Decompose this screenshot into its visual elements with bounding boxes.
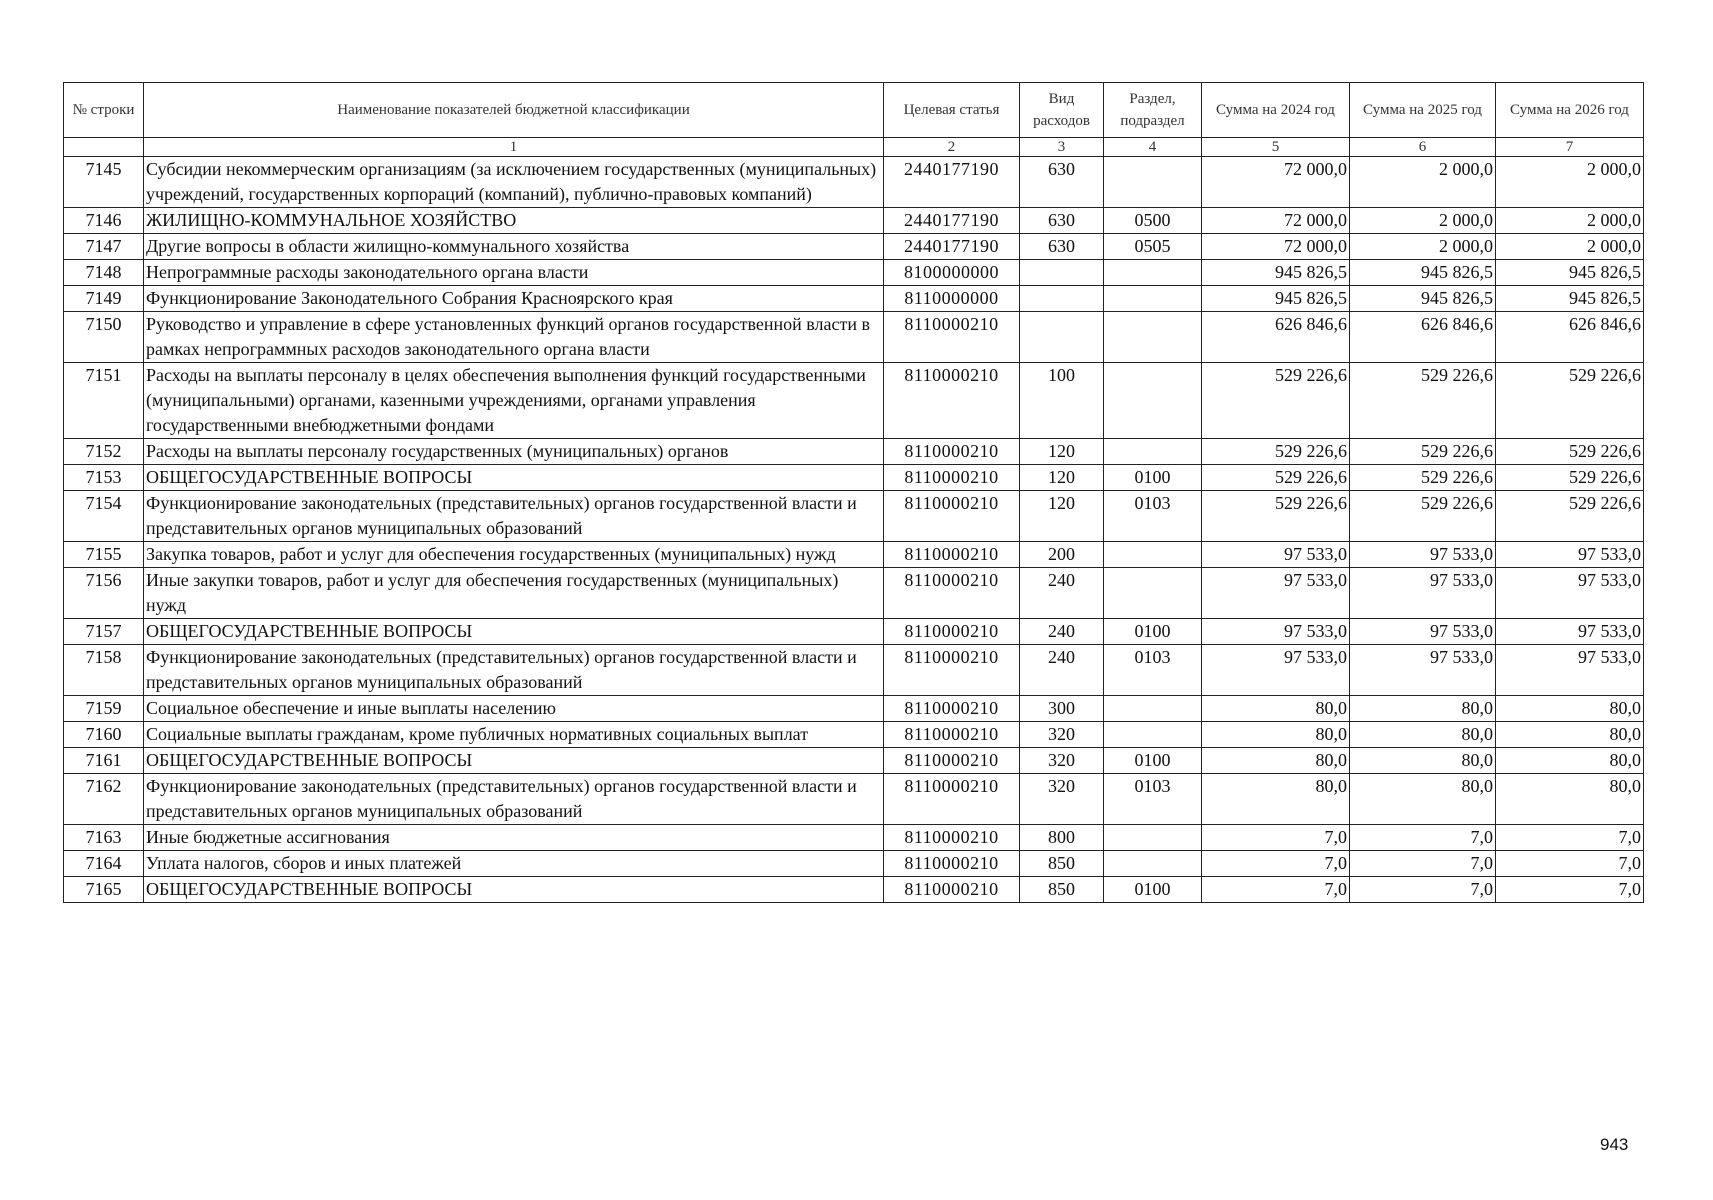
expense-kind-cell: 300 [1020, 696, 1104, 722]
indicator-name-cell: ОБЩЕГОСУДАРСТВЕННЫЕ ВОПРОСЫ [144, 877, 884, 903]
target-article-cell: 8110000210 [884, 568, 1020, 619]
indicator-name-cell: Иные бюджетные ассигнования [144, 825, 884, 851]
column-number: 6 [1350, 138, 1496, 157]
table-row [64, 645, 1644, 696]
expense-kind-cell: 120 [1020, 491, 1104, 542]
sum-2024-cell: 80,0 [1202, 722, 1350, 748]
header-target-article: Целевая статья [884, 83, 1020, 138]
sum-2025-cell: 529 226,6 [1350, 439, 1496, 465]
indicator-name-cell: Другие вопросы в области жилищно-коммунального хозяйства [144, 234, 884, 260]
indicator-name-cell: Социальное обеспечение и иные выплаты населению [144, 696, 884, 722]
sum-2026-cell: 97 533,0 [1496, 542, 1644, 568]
target-article-cell: 2440177190 [884, 234, 1020, 260]
section-cell [1104, 312, 1202, 363]
section-cell [1104, 851, 1202, 877]
sum-2024-cell: 72 000,0 [1202, 208, 1350, 234]
sum-2025-cell: 80,0 [1350, 748, 1496, 774]
section-cell [1104, 722, 1202, 748]
table-row [64, 363, 1644, 439]
column-number: 2 [884, 138, 1020, 157]
sum-2025-cell: 80,0 [1350, 696, 1496, 722]
section-cell [1104, 157, 1202, 208]
section-cell: 0500 [1104, 208, 1202, 234]
sum-2026-cell: 2 000,0 [1496, 208, 1644, 234]
row-number-cell: 7145 [64, 157, 144, 208]
budget-document [63, 82, 1643, 903]
row-number-cell: 7159 [64, 696, 144, 722]
sum-2026-cell: 529 226,6 [1496, 439, 1644, 465]
sum-2026-cell: 626 846,6 [1496, 312, 1644, 363]
column-number: 4 [1104, 138, 1202, 157]
column-number: 1 [144, 138, 884, 157]
section-cell: 0103 [1104, 491, 1202, 542]
sum-2024-cell: 626 846,6 [1202, 312, 1350, 363]
indicator-name-cell: Закупка товаров, работ и услуг для обеспечения государственных (муниципальных) нужд [144, 542, 884, 568]
budget-table [63, 82, 1644, 903]
sum-2026-cell: 97 533,0 [1496, 568, 1644, 619]
sum-2024-cell: 80,0 [1202, 748, 1350, 774]
expense-kind-cell: 320 [1020, 748, 1104, 774]
sum-2024-cell: 80,0 [1202, 696, 1350, 722]
sum-2025-cell: 80,0 [1350, 722, 1496, 748]
table-row [64, 465, 1644, 491]
target-article-cell: 8110000210 [884, 722, 1020, 748]
sum-2026-cell: 529 226,6 [1496, 491, 1644, 542]
table-row [64, 722, 1644, 748]
section-cell: 0100 [1104, 748, 1202, 774]
indicator-name-cell: ОБЩЕГОСУДАРСТВЕННЫЕ ВОПРОСЫ [144, 465, 884, 491]
row-number-cell: 7160 [64, 722, 144, 748]
sum-2025-cell: 626 846,6 [1350, 312, 1496, 363]
header-section: Раздел, подраздел [1104, 83, 1202, 138]
row-number-cell: 7146 [64, 208, 144, 234]
sum-2026-cell: 7,0 [1496, 851, 1644, 877]
column-number: 7 [1496, 138, 1644, 157]
sum-2024-cell: 7,0 [1202, 851, 1350, 877]
sum-2024-cell: 97 533,0 [1202, 542, 1350, 568]
expense-kind-cell: 630 [1020, 208, 1104, 234]
target-article-cell: 8110000210 [884, 645, 1020, 696]
page-number: 943 [1600, 1135, 1629, 1154]
table-row [64, 619, 1644, 645]
table-row [64, 774, 1644, 825]
target-article-cell: 8110000210 [884, 465, 1020, 491]
indicator-name-cell: Расходы на выплаты персоналу в целях обеспечения выполнения функций государственными (муниципальными) органами, казенными учреждениями, органами управления государственными внебюджетными фондами [144, 363, 884, 439]
target-article-cell: 8100000000 [884, 260, 1020, 286]
sum-2024-cell: 945 826,5 [1202, 286, 1350, 312]
sum-2024-cell: 529 226,6 [1202, 491, 1350, 542]
expense-kind-cell: 240 [1020, 619, 1104, 645]
sum-2025-cell: 2 000,0 [1350, 208, 1496, 234]
row-number-cell: 7162 [64, 774, 144, 825]
section-cell: 0103 [1104, 774, 1202, 825]
sum-2025-cell: 7,0 [1350, 877, 1496, 903]
section-cell: 0505 [1104, 234, 1202, 260]
row-number-cell: 7152 [64, 439, 144, 465]
sum-2025-cell: 945 826,5 [1350, 286, 1496, 312]
sum-2025-cell: 945 826,5 [1350, 260, 1496, 286]
row-number-cell: 7164 [64, 851, 144, 877]
indicator-name-cell: Функционирование законодательных (представительных) органов государственной власти и представительных органов муниципальных образований [144, 774, 884, 825]
target-article-cell: 8110000210 [884, 619, 1020, 645]
section-cell [1104, 439, 1202, 465]
section-cell [1104, 260, 1202, 286]
sum-2025-cell: 97 533,0 [1350, 645, 1496, 696]
expense-kind-cell: 320 [1020, 722, 1104, 748]
expense-kind-cell: 120 [1020, 439, 1104, 465]
table-row [64, 260, 1644, 286]
sum-2025-cell: 7,0 [1350, 825, 1496, 851]
row-number-cell: 7155 [64, 542, 144, 568]
sum-2026-cell: 529 226,6 [1496, 363, 1644, 439]
target-article-cell: 8110000210 [884, 696, 1020, 722]
sum-2026-cell: 7,0 [1496, 877, 1644, 903]
column-number [64, 138, 144, 157]
expense-kind-cell [1020, 312, 1104, 363]
table-row [64, 286, 1644, 312]
indicator-name-cell: Иные закупки товаров, работ и услуг для обеспечения государственных (муниципальных) нужд [144, 568, 884, 619]
expense-kind-cell: 240 [1020, 568, 1104, 619]
table-row [64, 208, 1644, 234]
header-sum-2024: Сумма на 2024 год [1202, 83, 1350, 138]
section-cell: 0100 [1104, 877, 1202, 903]
section-cell: 0100 [1104, 465, 1202, 491]
sum-2024-cell: 72 000,0 [1202, 157, 1350, 208]
sum-2026-cell: 80,0 [1496, 696, 1644, 722]
sum-2024-cell: 72 000,0 [1202, 234, 1350, 260]
sum-2025-cell: 2 000,0 [1350, 234, 1496, 260]
sum-2025-cell: 97 533,0 [1350, 619, 1496, 645]
expense-kind-cell [1020, 286, 1104, 312]
section-cell [1104, 825, 1202, 851]
expense-kind-cell: 800 [1020, 825, 1104, 851]
sum-2024-cell: 97 533,0 [1202, 619, 1350, 645]
table-row [64, 696, 1644, 722]
section-cell [1104, 286, 1202, 312]
indicator-name-cell: Расходы на выплаты персоналу государственных (муниципальных) органов [144, 439, 884, 465]
section-cell [1104, 696, 1202, 722]
row-number-cell: 7165 [64, 877, 144, 903]
target-article-cell: 8110000210 [884, 439, 1020, 465]
header-row [64, 83, 1644, 138]
sum-2024-cell: 529 226,6 [1202, 439, 1350, 465]
expense-kind-cell: 850 [1020, 851, 1104, 877]
sum-2026-cell: 97 533,0 [1496, 619, 1644, 645]
row-number-cell: 7154 [64, 491, 144, 542]
header-sum-2025: Сумма на 2025 год [1350, 83, 1496, 138]
indicator-name-cell: Функционирование Законодательного Собрания Красноярского края [144, 286, 884, 312]
header-expense-kind: Вид расходов [1020, 83, 1104, 138]
table-row [64, 234, 1644, 260]
sum-2025-cell: 97 533,0 [1350, 542, 1496, 568]
sum-2026-cell: 945 826,5 [1496, 286, 1644, 312]
indicator-name-cell: Функционирование законодательных (представительных) органов государственной власти и представительных органов муниципальных образований [144, 645, 884, 696]
row-number-cell: 7163 [64, 825, 144, 851]
target-article-cell: 8110000210 [884, 748, 1020, 774]
section-cell [1104, 363, 1202, 439]
table-row [64, 825, 1644, 851]
table-body [64, 157, 1644, 903]
sum-2026-cell: 2 000,0 [1496, 234, 1644, 260]
column-number: 3 [1020, 138, 1104, 157]
sum-2024-cell: 945 826,5 [1202, 260, 1350, 286]
sum-2026-cell: 2 000,0 [1496, 157, 1644, 208]
expense-kind-cell: 240 [1020, 645, 1104, 696]
table-row [64, 491, 1644, 542]
target-article-cell: 8110000210 [884, 877, 1020, 903]
indicator-name-cell: Субсидии некоммерческим организациям (за исключением государственных (муниципальных) учреждений, государственных корпораций (компаний), публично-правовых компаний) [144, 157, 884, 208]
target-article-cell: 8110000210 [884, 491, 1020, 542]
row-number-cell: 7156 [64, 568, 144, 619]
table-row [64, 568, 1644, 619]
sum-2025-cell: 97 533,0 [1350, 568, 1496, 619]
sum-2026-cell: 529 226,6 [1496, 465, 1644, 491]
sum-2026-cell: 80,0 [1496, 722, 1644, 748]
header-indicator-name: Наименование показателей бюджетной классификации [144, 83, 884, 138]
expense-kind-cell: 200 [1020, 542, 1104, 568]
sum-2024-cell: 97 533,0 [1202, 645, 1350, 696]
section-cell [1104, 542, 1202, 568]
row-number-cell: 7147 [64, 234, 144, 260]
section-cell: 0103 [1104, 645, 1202, 696]
sum-2025-cell: 529 226,6 [1350, 363, 1496, 439]
table-row [64, 542, 1644, 568]
section-cell [1104, 568, 1202, 619]
target-article-cell: 8110000000 [884, 286, 1020, 312]
target-article-cell: 8110000210 [884, 851, 1020, 877]
sum-2024-cell: 529 226,6 [1202, 363, 1350, 439]
table-row [64, 439, 1644, 465]
sum-2024-cell: 7,0 [1202, 877, 1350, 903]
expense-kind-cell: 120 [1020, 465, 1104, 491]
indicator-name-cell: ОБЩЕГОСУДАРСТВЕННЫЕ ВОПРОСЫ [144, 619, 884, 645]
indicator-name-cell: ОБЩЕГОСУДАРСТВЕННЫЕ ВОПРОСЫ [144, 748, 884, 774]
indicator-name-cell: ЖИЛИЩНО-КОММУНАЛЬНОЕ ХОЗЯЙСТВО [144, 208, 884, 234]
sum-2025-cell: 2 000,0 [1350, 157, 1496, 208]
header-sum-2026: Сумма на 2026 год [1496, 83, 1644, 138]
row-number-cell: 7151 [64, 363, 144, 439]
sum-2026-cell: 7,0 [1496, 825, 1644, 851]
section-cell: 0100 [1104, 619, 1202, 645]
row-number-cell: 7153 [64, 465, 144, 491]
table-row [64, 851, 1644, 877]
sum-2026-cell: 80,0 [1496, 748, 1644, 774]
table-row [64, 157, 1644, 208]
sum-2025-cell: 80,0 [1350, 774, 1496, 825]
column-number-row [64, 138, 1644, 157]
column-number: 5 [1202, 138, 1350, 157]
row-number-cell: 7149 [64, 286, 144, 312]
row-number-cell: 7150 [64, 312, 144, 363]
target-article-cell: 8110000210 [884, 542, 1020, 568]
indicator-name-cell: Руководство и управление в сфере установленных функций органов государственной власти в рамках непрограммных расходов законодательного органа власти [144, 312, 884, 363]
table-row [64, 748, 1644, 774]
sum-2024-cell: 7,0 [1202, 825, 1350, 851]
row-number-cell: 7148 [64, 260, 144, 286]
table-row [64, 312, 1644, 363]
row-number-cell: 7158 [64, 645, 144, 696]
expense-kind-cell: 630 [1020, 157, 1104, 208]
sum-2025-cell: 529 226,6 [1350, 465, 1496, 491]
header-row-number: № строки [64, 83, 144, 138]
expense-kind-cell: 100 [1020, 363, 1104, 439]
table-row [64, 877, 1644, 903]
row-number-cell: 7157 [64, 619, 144, 645]
indicator-name-cell: Функционирование законодательных (представительных) органов государственной власти и представительных органов муниципальных образований [144, 491, 884, 542]
target-article-cell: 8110000210 [884, 363, 1020, 439]
sum-2024-cell: 529 226,6 [1202, 465, 1350, 491]
indicator-name-cell: Непрограммные расходы законодательного органа власти [144, 260, 884, 286]
sum-2026-cell: 97 533,0 [1496, 645, 1644, 696]
expense-kind-cell: 630 [1020, 234, 1104, 260]
target-article-cell: 8110000210 [884, 825, 1020, 851]
target-article-cell: 8110000210 [884, 774, 1020, 825]
sum-2024-cell: 80,0 [1202, 774, 1350, 825]
target-article-cell: 2440177190 [884, 157, 1020, 208]
indicator-name-cell: Уплата налогов, сборов и иных платежей [144, 851, 884, 877]
sum-2025-cell: 7,0 [1350, 851, 1496, 877]
sum-2026-cell: 945 826,5 [1496, 260, 1644, 286]
target-article-cell: 2440177190 [884, 208, 1020, 234]
expense-kind-cell: 320 [1020, 774, 1104, 825]
row-number-cell: 7161 [64, 748, 144, 774]
indicator-name-cell: Социальные выплаты гражданам, кроме публичных нормативных социальных выплат [144, 722, 884, 748]
expense-kind-cell: 850 [1020, 877, 1104, 903]
expense-kind-cell [1020, 260, 1104, 286]
sum-2026-cell: 80,0 [1496, 774, 1644, 825]
sum-2025-cell: 529 226,6 [1350, 491, 1496, 542]
sum-2024-cell: 97 533,0 [1202, 568, 1350, 619]
target-article-cell: 8110000210 [884, 312, 1020, 363]
